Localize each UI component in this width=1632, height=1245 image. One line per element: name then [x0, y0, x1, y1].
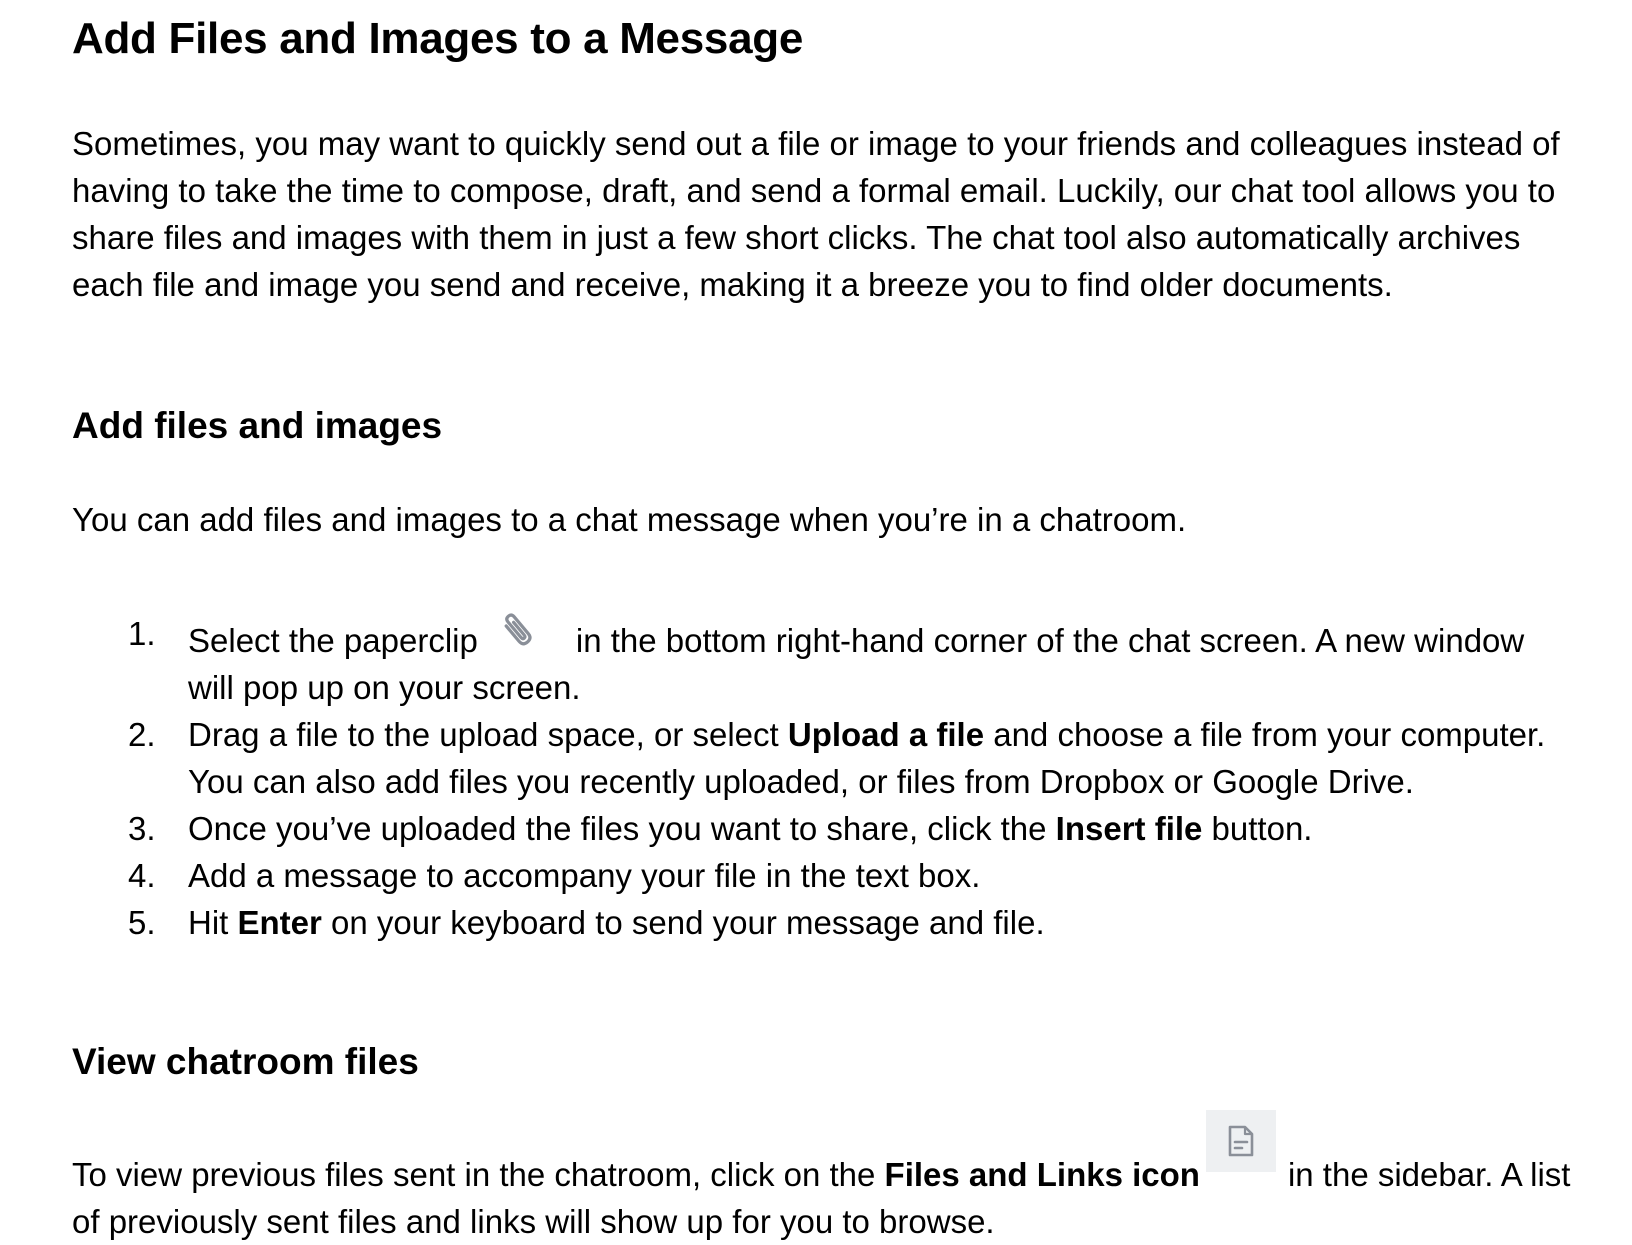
step-number: 2. — [128, 716, 156, 753]
step-number: 3. — [128, 810, 156, 847]
step-bold-term: Insert file — [1055, 810, 1203, 847]
section-heading-view-files: View chatroom files — [72, 1041, 419, 1082]
step-text-part: Once you’ve uploaded the files you want to share, click the — [188, 810, 1056, 847]
step-text-part: on your keyboard to send your message and file. — [321, 904, 1045, 941]
step-text-part: button. — [1202, 810, 1313, 847]
file-document-icon — [1206, 1110, 1276, 1172]
step-text-part: in the bottom right-hand corner of the chat screen. A new window will pop up on your screen. — [188, 622, 1525, 706]
list-item — [128, 852, 1568, 899]
view-text-part: To view previous files sent in the chatroom, click on the — [72, 1156, 885, 1193]
step-text-part: Add a message to accompany your file in the text box. — [188, 857, 981, 894]
view-files-paragraph — [72, 1118, 1572, 1245]
paperclip-icon — [498, 610, 542, 650]
step-text-part: Hit — [188, 904, 238, 941]
step-text — [188, 622, 1524, 706]
list-item — [128, 711, 1568, 805]
files-and-links-term: Files and Links icon — [884, 1156, 1200, 1193]
step-text-part: Select the paperclip — [188, 622, 478, 659]
step-number: 5. — [128, 904, 156, 941]
step-text — [188, 857, 980, 894]
step-bold-term: Upload a file — [787, 716, 985, 753]
list-item — [128, 899, 1568, 946]
list-item — [128, 610, 1568, 711]
step-number: 1. — [128, 615, 156, 652]
step-text — [188, 904, 1045, 941]
step-text — [188, 810, 1312, 847]
step-number: 4. — [128, 857, 156, 894]
intro-paragraph: Sometimes, you may want to quickly send out a file or image to your friends and colleagues instead of having to take the time to compose, draft, and send a formal email. Luckily, our chat tool allows you to share files and images with them in just a few short clicks. The chat tool also automatically archives each file and image you send and receive, making it a breeze you to find older documents. — [72, 125, 1560, 303]
step-text-part: Drag a file to the upload space, or select — [188, 716, 788, 753]
page-title: Add Files and Images to a Message — [72, 14, 803, 63]
step-text — [188, 716, 1545, 800]
section-lead-paragraph: You can add files and images to a chat message when you’re in a chatroom. — [72, 501, 1187, 538]
step-text-part: and choose a file from your computer. You can also add files you recently uploaded, or files from Dropbox or Google Drive. — [188, 716, 1546, 800]
steps-list — [128, 610, 1568, 946]
section-heading-add-files: Add files and images — [72, 405, 443, 446]
view-text-part: in the sidebar. A list of previously sent files and links will show up for you to browse. — [72, 1156, 1571, 1240]
list-item — [128, 805, 1568, 852]
step-bold-term: Enter — [237, 904, 322, 941]
